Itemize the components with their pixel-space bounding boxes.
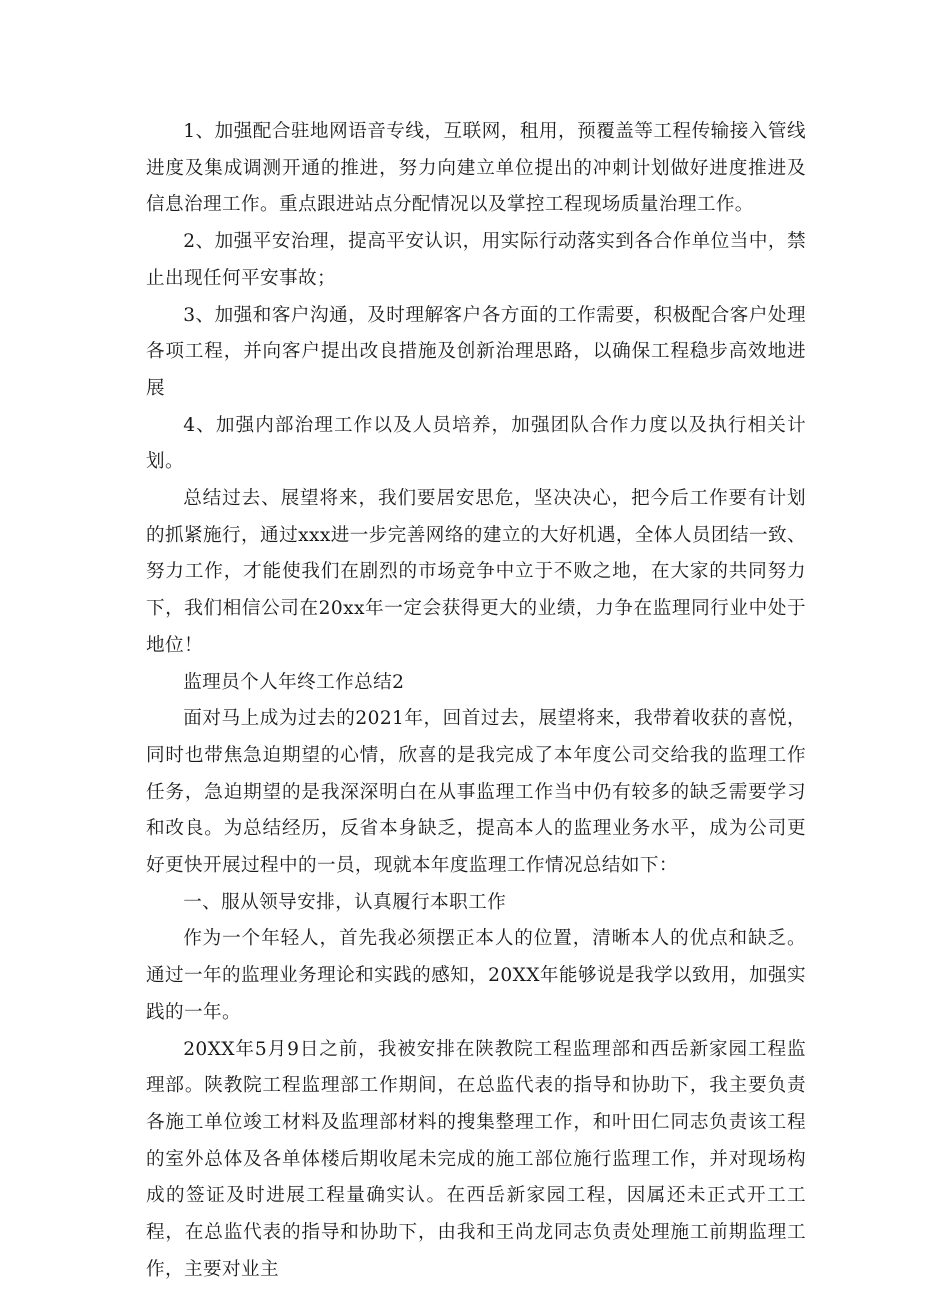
subheading-1: 一、服从领导安排，认真履行本职工作 bbox=[183, 891, 507, 913]
paragraph-8: 20XX年5月9日之前，我被安排在陕教院工程监理部和西岳新家园工程监理部。陕教院工程监理部工作期间，在总监代表的指导和协助下，我主要负责各施工单位竣工材料及监理部材料的搜集整理工作，和叶田仁同志负责该工程的室外总体及各单体楼后期收尾未完成的施工部位施行监理工作，并对现场构成的签证及时进展工程量确实认。在西岳新家园工程，因属还未正式开工工程，在总监代表的指导和协助下，由我和王尚龙同志负责处理施工前期监理工作，主要对业主 bbox=[146, 1038, 806, 1280]
paragraph-7: 作为一个年轻人，首先我必须摆正本人的位置，清晰本人的优点和缺乏。通过一年的监理业务理论和实践的感知，20XX年能够说是我学以致用，加强实践的一年。 bbox=[146, 928, 806, 1023]
paragraph-4: 4、加强内部治理工作以及人员培养，加强团队合作力度以及执行相关计划。 bbox=[146, 414, 806, 473]
document-body bbox=[146, 114, 806, 1289]
paragraph-2: 2、加强平安治理，提高平安认识，用实际行动落实到各合作单位当中，禁止出现任何平安事故； bbox=[146, 231, 806, 289]
section-title: 监理员个人年终工作总结2 bbox=[183, 671, 405, 693]
paragraph-1: 1、加强配合驻地网语音专线，互联网，租用，预覆盖等工程传输接入管线进度及集成调测开通的推进，努力向建立单位提出的冲刺计划做好进度推进及信息治理工作。重点跟进站点分配情况以及掌控工程现场质量治理工作。 bbox=[146, 121, 806, 216]
paragraph-5: 总结过去、展望将来，我们要居安思危，坚决决心，把今后工作要有计划的抓紧施行，通过xxx进一步完善网络的建立的大好机遇，全体人员团结一致、努力工作，才能使我们在剧烈的市场竞争中立于不败之地，在大家的共同努力下，我们相信公司在20xx年一定会获得更大的业绩，力争在监理同行业中处于地位！ bbox=[146, 488, 806, 656]
paragraph-3: 3、加强和客户沟通，及时理解客户各方面的工作需要，积极配合客户处理各项工程，并向客户提出改良措施及创新治理思路，以确保工程稳步高效地进展 bbox=[146, 304, 806, 399]
paragraph-6: 面对马上成为过去的2021年，回首过去，展望将来，我带着收获的喜悦，同时也带焦急迫期望的心情，欣喜的是我完成了本年度公司交给我的监理工作任务，急迫期望的是我深深明白在从事监理工作当中仍有较多的缺乏需要学习和改良。为总结经历，反省本身缺乏，提高本人的监理业务水平，成为公司更好更快开展过程中的一员，现就本年度监理工作情况总结如下： bbox=[146, 708, 806, 877]
